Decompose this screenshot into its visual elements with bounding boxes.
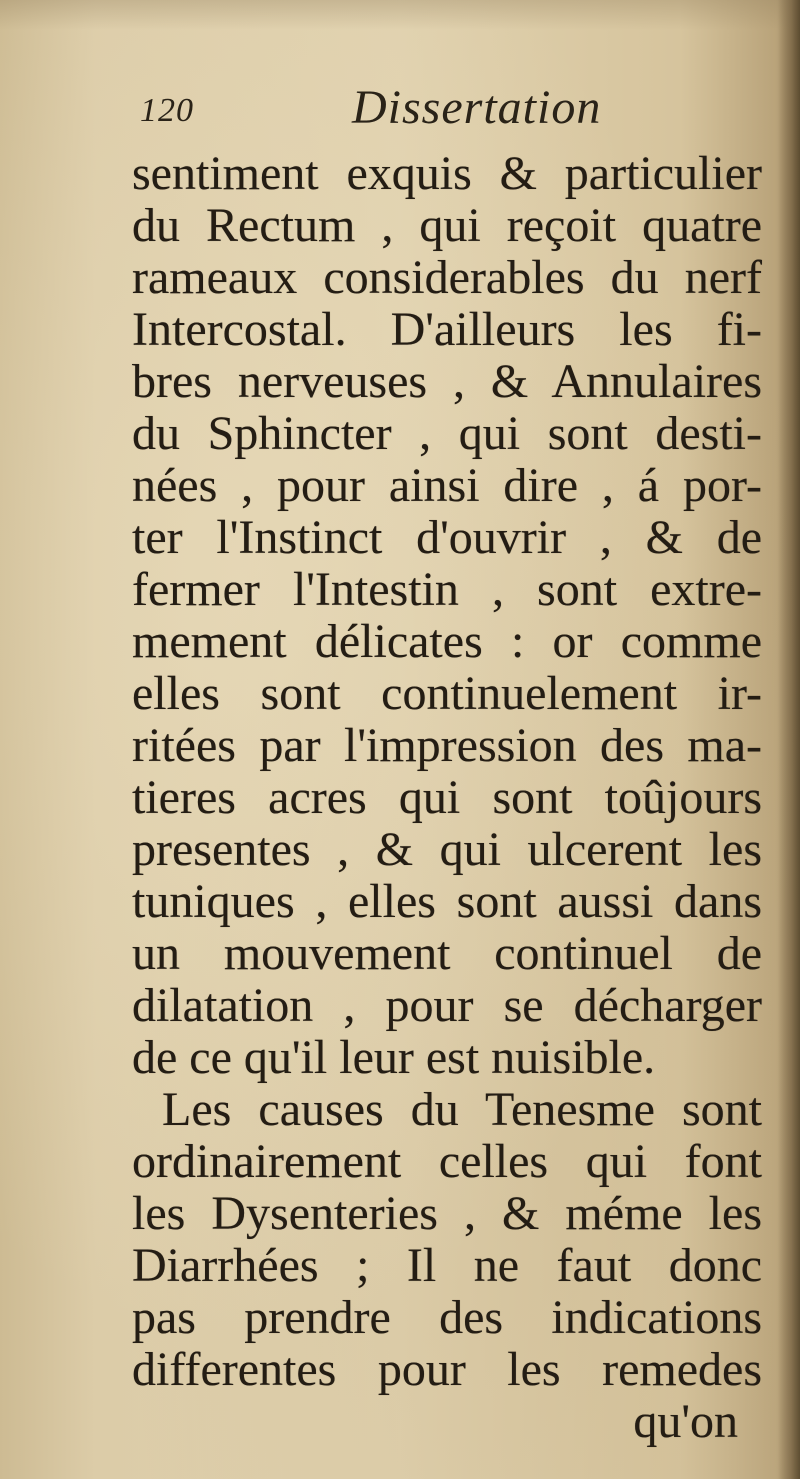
text-line: dilatation , pour se décharger [132, 979, 762, 1032]
text-line: Intercostal. D'ailleurs les fi- [132, 303, 762, 356]
text-line: mement délicates : or comme [132, 615, 762, 668]
catchword: qu'on [633, 1395, 738, 1448]
text-line: ordinairement celles qui font [132, 1135, 762, 1188]
running-title: Dissertation [352, 81, 602, 134]
paragraph-end-line: de ce qu'il leur est nuisible. [132, 1031, 656, 1084]
text-line: differentes pour les remedes [132, 1343, 762, 1396]
text-line: elles sont continuelement ir- [132, 667, 762, 720]
text-line: Diarrhées ; Il ne faut donc [132, 1239, 762, 1292]
text-line: fermer l'Intestin , sont extre- [132, 563, 762, 616]
text-line: ritées par l'impression des ma- [132, 719, 762, 772]
text-line: sentiment exquis & particulier [132, 147, 762, 200]
text-line: du Rectum , qui reçoit quatre [132, 199, 762, 252]
text-line: pas prendre des indications [132, 1291, 762, 1344]
text-line: bres nerveuses , & Annulaires [132, 355, 762, 408]
running-head [140, 80, 660, 140]
paragraph-start-line: Les causes du Tenesme sont [162, 1083, 762, 1136]
text-line: du Sphincter , qui sont desti- [132, 407, 762, 460]
text-line: rameaux considerables du nerf [132, 251, 762, 304]
page-number: 120 [140, 92, 194, 129]
page-top-shadow [0, 0, 800, 30]
page-gutter-shadow [778, 0, 800, 1479]
body-text [132, 148, 762, 1448]
text-line: les Dysenteries , & méme les [132, 1187, 762, 1240]
text-line: nées , pour ainsi dire , á por- [132, 459, 762, 512]
text-line: presentes , & qui ulcerent les [132, 823, 762, 876]
text-line: ter l'Instinct d'ouvrir , & de [132, 511, 762, 564]
text-line: tuniques , elles sont aussi dans [132, 875, 762, 928]
text-line: tieres acres qui sont toûjours [132, 771, 762, 824]
text-line: un mouvement continuel de [132, 927, 762, 980]
